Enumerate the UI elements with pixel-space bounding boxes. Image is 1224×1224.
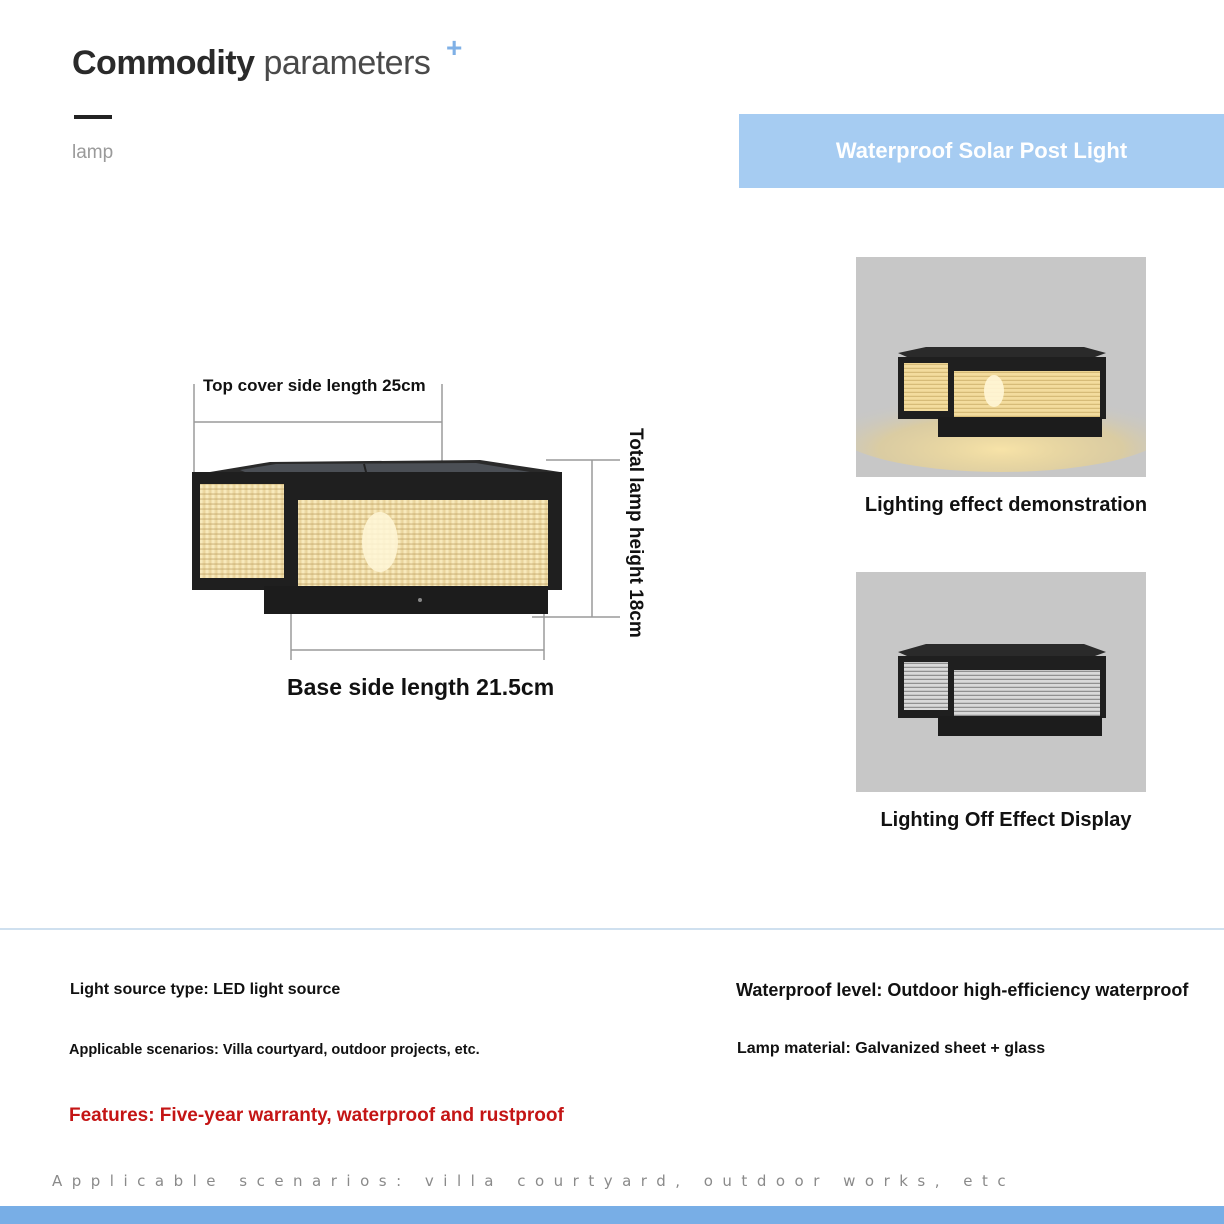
footer-bar (0, 1206, 1224, 1224)
lighting-on-caption: Lighting effect demonstration (864, 494, 1148, 516)
top-cover-label: Top cover side length 25cm (203, 376, 426, 395)
spec-material: Lamp material: Galvanized sheet + glass (737, 1040, 1046, 1057)
heading-underline (74, 115, 112, 119)
footer-text: Applicable scenarios: villa courtyard, outdoor works, etc (52, 1172, 1016, 1190)
lighting-on-image (856, 257, 1146, 477)
lamp-lit-illustration (856, 257, 1146, 477)
heading-light: parameters (263, 44, 431, 82)
spec-light-source: Light source type: LED light source (70, 981, 341, 998)
product-title: Waterproof Solar Post Light (835, 138, 1128, 163)
plus-icon: + (446, 32, 462, 63)
base-dimension-line (291, 610, 544, 660)
spec-waterproof: Waterproof level: Outdoor high-efficiency waterproof (736, 980, 1189, 1000)
spec-features: Features: Five-year warranty, waterproof and rustproof (69, 1105, 564, 1126)
lighting-off-caption: Lighting Off Effect Display (880, 809, 1132, 831)
base-length-label: Base side length 21.5cm (287, 674, 555, 700)
subheading: lamp (72, 142, 114, 163)
heading-bold: Commodity (72, 44, 255, 82)
lamp-dimension-diagram (180, 360, 660, 660)
lamp-illustration (192, 460, 562, 614)
height-label: Total lamp height 18cm (625, 428, 646, 638)
lamp-off-illustration (856, 572, 1146, 792)
section-heading (72, 32, 462, 83)
lighting-off-image (856, 572, 1146, 792)
top-dimension-line (194, 384, 442, 472)
spec-scenarios: Applicable scenarios: Villa courtyard, outdoor projects, etc. (69, 1042, 480, 1058)
section-divider (0, 928, 1224, 930)
product-title-banner (739, 114, 1224, 188)
